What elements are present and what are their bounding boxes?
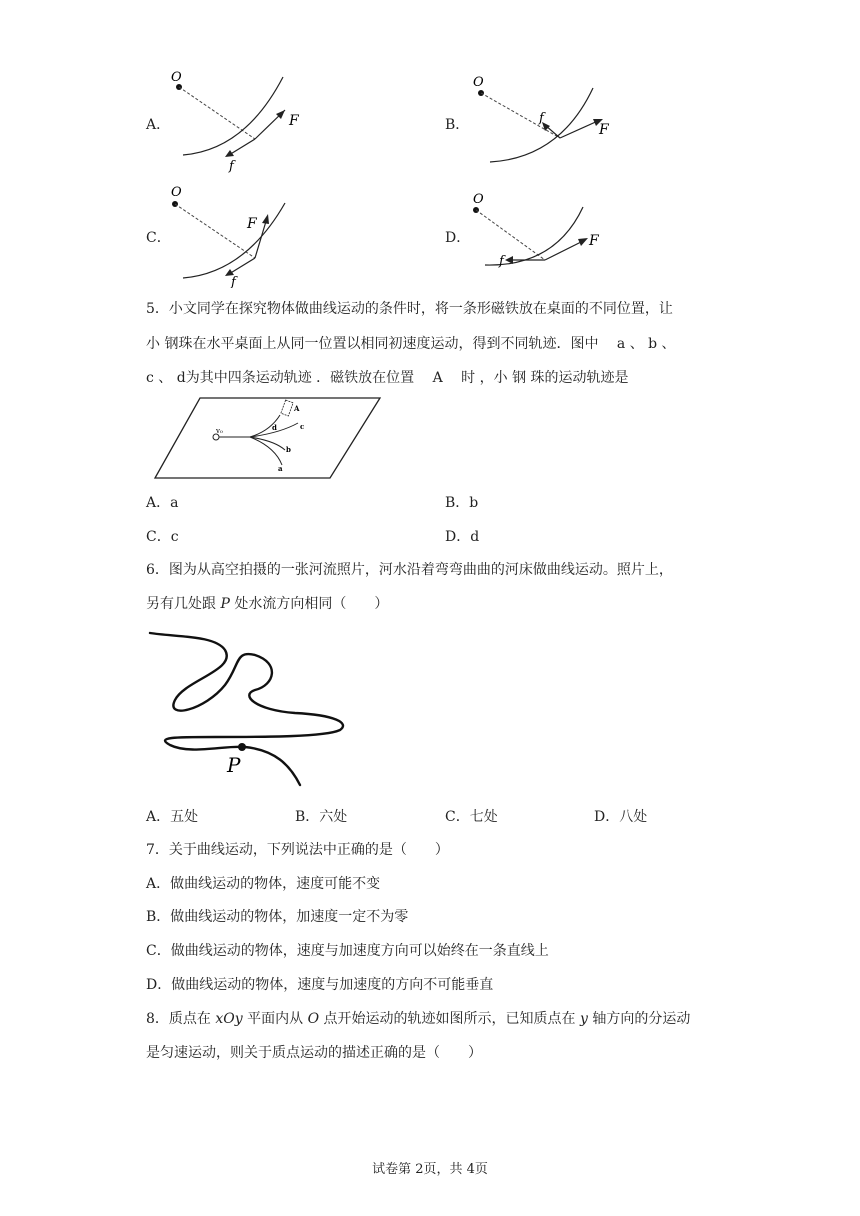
q6-option-a[interactable]: A．五处 <box>146 809 199 825</box>
svg-text:F: F <box>289 113 299 129</box>
svg-text:a: a <box>278 464 283 473</box>
q6-option-d[interactable]: D．八处 <box>594 809 648 825</box>
svg-text:O: O <box>171 185 182 200</box>
q5-option-a[interactable]: A．a <box>146 495 179 511</box>
svg-text:f: f <box>231 275 236 288</box>
svg-text:v₀: v₀ <box>216 427 223 435</box>
svg-text:c: c <box>300 422 305 431</box>
svg-text:d: d <box>272 423 277 432</box>
svg-text:F: F <box>589 233 599 249</box>
svg-text:f: f <box>499 254 504 269</box>
q5-stem-line-1: 5．小文同学在探究物体做曲线运动的条件时，将一条形磁铁放在桌面的不同位置，让 <box>146 301 673 317</box>
svg-text:O: O <box>171 70 182 85</box>
q5-option-c[interactable]: C．c <box>146 529 179 545</box>
q4-option-b-diagram <box>465 70 625 170</box>
q8-text-b: 平面内从 <box>242 1011 308 1027</box>
svg-text:F: F <box>599 122 609 138</box>
svg-text:A: A <box>294 404 300 413</box>
q8-stem-line-1 <box>146 1009 690 1029</box>
q8-var-xoy: xOy <box>215 1011 243 1027</box>
q8-var-o: O <box>307 1011 320 1027</box>
q6-option-c[interactable]: C．七处 <box>445 809 498 825</box>
q8-text-c: 点开始运动的轨迹如图所示，已知质点在 <box>319 1011 580 1027</box>
q7-option-d[interactable]: D．做曲线运动的物体，速度与加速度的方向不可能垂直 <box>146 977 494 993</box>
q4-option-c-diagram <box>165 178 315 288</box>
q5-option-b[interactable]: B．b <box>445 495 479 511</box>
q4-option-d-label: D． <box>445 230 471 246</box>
svg-text:O: O <box>473 192 484 207</box>
q7-stem: 7．关于曲线运动，下列说法中正确的是（ ） <box>146 842 449 858</box>
q7-option-b[interactable]: B．做曲线运动的物体，加速度一定不为零 <box>146 909 409 925</box>
q4-option-c-label: C． <box>146 230 171 246</box>
q5-option-d[interactable]: D．d <box>445 529 480 545</box>
q5-figure-magnet-table <box>150 395 390 485</box>
q6-stem-text-pre: 另有几处跟 <box>146 596 221 612</box>
svg-text:O: O <box>473 75 484 90</box>
q5-stem-line-2: 小 钢珠在水平桌面上从同一位置以相同初速度运动，得到不同轨迹．图中 a 、 b 、 <box>146 336 676 352</box>
svg-text:f: f <box>229 159 234 174</box>
svg-text:P: P <box>227 753 241 777</box>
q4-option-a-label: A． <box>146 117 171 133</box>
svg-text:f: f <box>539 111 544 126</box>
q8-stem-line-2: 是匀速运动，则关于质点运动的描述正确的是（ ） <box>146 1045 482 1061</box>
q5-stem-line-3: c 、 d为其中四条运动轨迹 ．磁铁放在位置 A 时 ，小 钢 珠的运动轨迹是 <box>146 370 629 386</box>
q4-option-a-diagram <box>165 65 315 175</box>
q6-stem-var-p: P <box>220 596 230 612</box>
q8-text-d: 轴方向的分运动 <box>587 1011 691 1027</box>
q6-figure-river <box>145 625 360 800</box>
svg-text:F: F <box>247 216 257 232</box>
q6-stem-line-1: 6．图为从高空拍摄的一张河流照片，河水沿着弯弯曲曲的河床做曲线运动。照片上， <box>146 562 673 578</box>
q4-option-b-label: B． <box>445 117 470 133</box>
q6-stem-text-post: 处水流方向相同（ ） <box>229 596 389 612</box>
q8-text-a: 8．质点在 <box>146 1011 216 1027</box>
page-footer: 试卷第 2页，共 4页 <box>372 1162 488 1177</box>
q7-option-a[interactable]: A．做曲线运动的物体，速度可能不变 <box>146 876 381 892</box>
svg-text:b: b <box>286 445 291 454</box>
q4-option-d-diagram <box>465 185 625 285</box>
q6-stem-line-2 <box>146 594 388 614</box>
q6-option-b[interactable]: B．六处 <box>295 809 348 825</box>
q7-option-c[interactable]: C．做曲线运动的物体，速度与加速度方向可以始终在一条直线上 <box>146 943 549 959</box>
q8-var-y: y <box>579 1011 588 1027</box>
